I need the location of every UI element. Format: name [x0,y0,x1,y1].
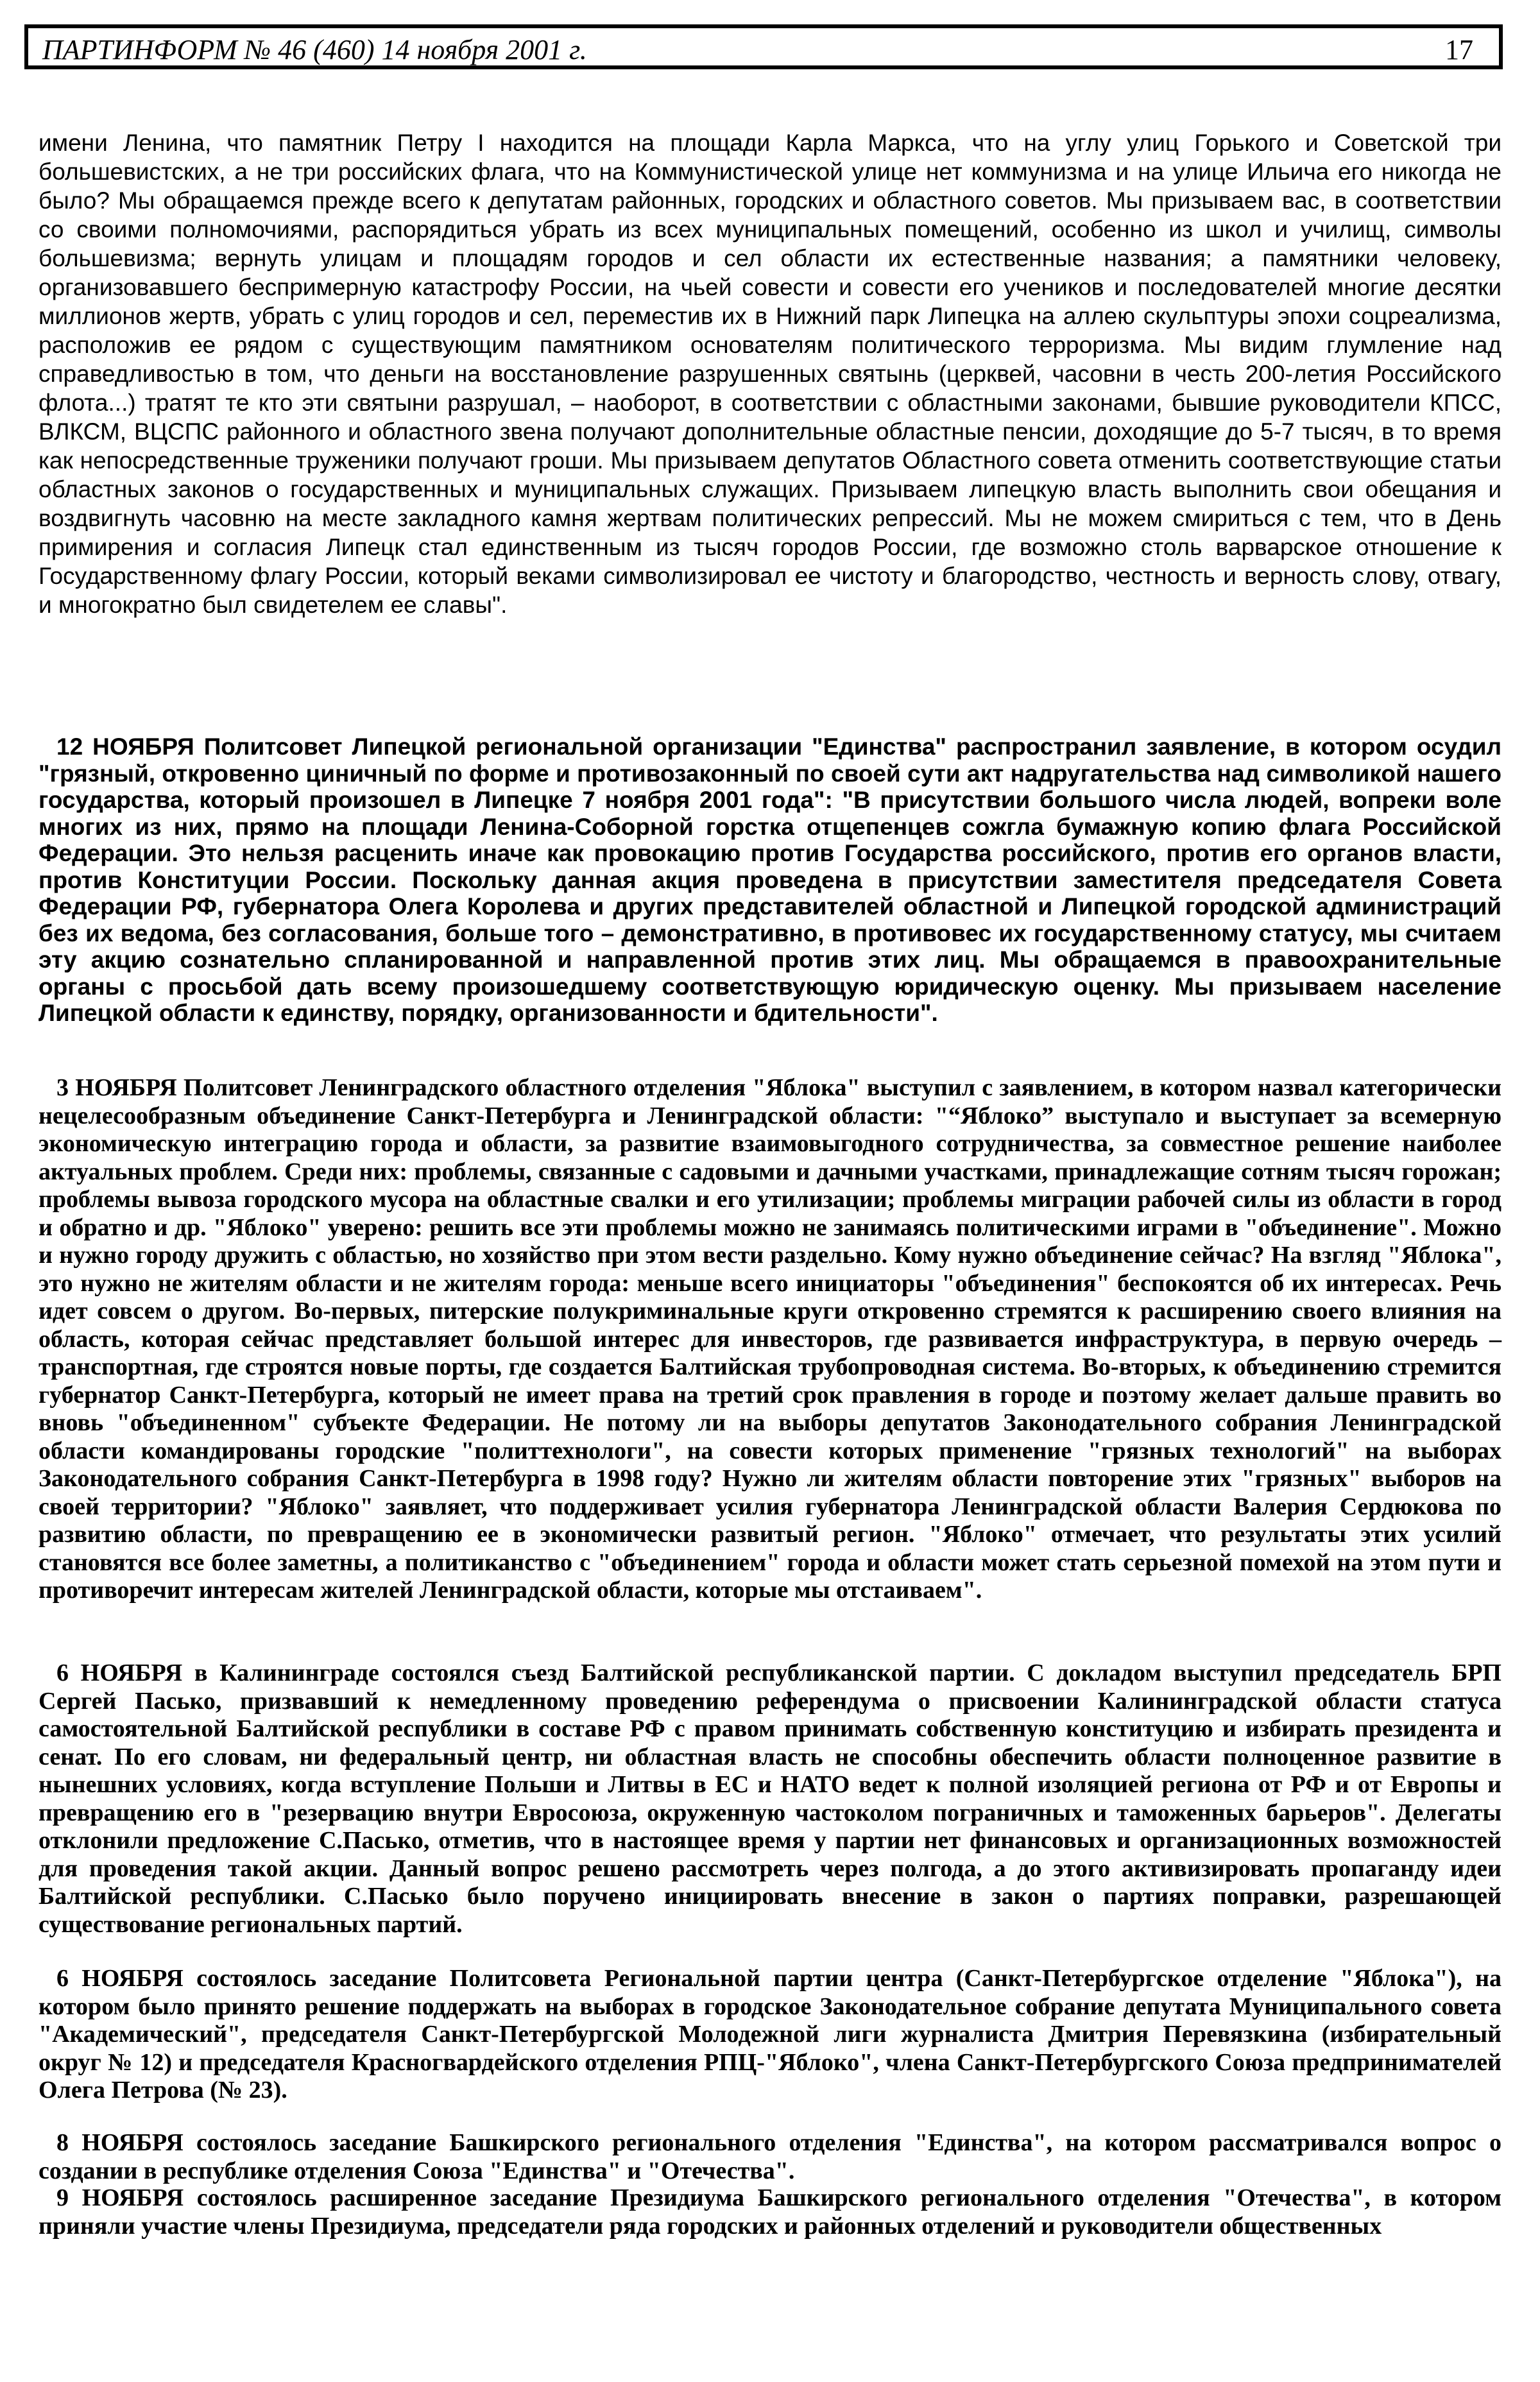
paragraph-bashkir-edinstvo: 8 НОЯБРЯ состоялось заседание Башкирского регионального отделения "Единства", на котором рассматривался вопрос о создании в республике отделения Союза "Единства" и "Отечества". [38,2129,1502,2184]
page-header [24,24,1503,69]
paragraph-lipetsk-appeal: имени Ленина, что памятник Петру I находится на площади Карла Маркса, что на углу улиц Горького и Советской три большевистских, а не три российских флага, что на Коммунистической улице нет коммунизма и на улице Ильича его никогда не было? Мы обращаемся прежде всего к депутатам районных, городских и областного советов. Мы призываем вас, в соответствии со своими полномочиями, распорядиться убрать из всех муниципальных помещений, особенно из школ и училищ, символы большевизма; вернуть улицам и площадям городов и сел области их естественные названия; а памятники человеку, организовавшего беспримерную катастрофу России, на чьей совести и совести его учеников и последователей многие десятки миллионов жертв, убрать с улиц городов и сел, переместив их в Нижний парк Липецка на аллею скульптуры эпохи соцреализма, расположив ее рядом с существующим памятником основателям политического терроризма. Мы видим глумление над справедливостью в том, что деньги на восстановление разрушенных святынь (церквей, часовни в честь 200-летия Российского флота...) тратят те кто эти святыни разрушал, – наоборот, в соответствии с областными законами, бывшие руководители КПСС, ВЛКСМ, ВЦСПС районного и областного звена получают дополнительные областные пенсии, доходящие до 5-7 тысяч, в то время как непосредственные труженики получают гроши. Мы призываем депутатов Областного совета отменить соответствующие статьи областных законов о государственных и муниципальных служащих. Призываем липецкую власть выполнить свои обещания и воздвигнуть часовню на месте закладного камня жертвам политических репрессий. Мы не можем смириться с тем, что в День примирения и согласия Липецк стал единственным из тысяч городов России, где возможно столь варварское отношение к Государственному флагу России, который веками символизировал ее чистоту и благородство, честность и верность слову, отвагу, и многократно был свидетелем ее славы". [38,130,1502,618]
paragraph-yabloko-leningrad: 3 НОЯБРЯ Политсовет Ленинградского областного отделения "Яблока" выступил с заявлением, в котором назвал категорически нецелесообразным объединение Санкт-Петербурга и Ленинградской области: "“Яблоко” выступало и выступает за всемерную экономическую интеграцию города и области, за развитие взаимовыгодного сотрудничества, за совместное решение наиболее актуальных проблем. Среди них: проблемы, связанные с садовыми и дачными участками, принадлежащие сотням тысяч горожан; проблемы вывоза городского мусора на областные свалки и его утилизации; проблемы миграции рабочей силы из области в город и обратно и др. "Яблоко" уверено: решить все эти проблемы можно не занимаясь политическими играми в "объединение". Можно и нужно городу дружить с областью, но хозяйство при этом вести раздельно. Кому нужно объединение сейчас? На взгляд "Яблока", это нужно не жителям области и не жителям города: меньше всего инициаторы "объединения" беспокоятся об их интересах. Речь идет совсем о другом. Во-первых, питерские полукриминальные круги откровенно стремятся к расширению своего влияния на область, которая сейчас представляет большой интерес для инвесторов, где развивается инфраструктура, в первую очередь – транспортная, где строятся новые порты, где создается Балтийская трубопроводная система. Во-вторых, к объединению стремится губернатор Санкт-Петербурга, который не имеет права на третий срок правления в городе и поэтому желает дальше править во вновь "объединенном" субъекте Федерации. Не потому ли на выборы депутатов Законодательного собрания Ленинградской области командированы городские "политтехнологи", на совести которых применение "грязных технологий" на выборах Законодательного собрания Санкт-Петербурга в 1998 году? Нужно ли жителям области повторение этих "грязных" выборов на своей территории? "Яблоко" заявляет, что поддерживает усилия губернатора Ленинградской области Валерия Сердюкова по развитию области, по превращению ее в экономически развитый регион. "Яблоко" отмечает, что результаты этих усилий становятся все более заметны, а политиканство с "объединением" города и области может стать серьезной помехой на этом пути и противоречит интересам жителей Ленинградской области, которые мы отстаиваем". [38,1074,1502,1604]
paragraph-rpc-spb: 6 НОЯБРЯ состоялось заседание Политсовета Региональной партии центра (Санкт-Петербургское отделение "Яблока"), на котором было принято решение поддержать на выборах в городское Законодательное собрание депутата Муниципального совета "Академический", председателя Санкт-Петербургской Молодежной лиги журналиста Дмитрия Перевязкина (избирательный округ № 12) и председателя Красногвардейского отделения РПЦ-"Яблоко", члена Санкт-Петербургского Союза предпринимателей Олега Петрова (№ 23). [38,1965,1502,2104]
paragraph-baltic-party: 6 НОЯБРЯ в Калининграде состоялся съезд Балтийской республиканской партии. С докладом выступил председатель БРП Сергей Пасько, призвавший к немедленному проведению референдума о присвоении Калининградской области статуса самостоятельной Балтийской республики в составе РФ с правом принимать собственную конституцию и избирать президента и сенат. По его словам, ни федеральный центр, ни областная власть не способны обеспечить области полноценное развитие в нынешних условиях, когда вступление Польши и Литвы в ЕС и НАТО ведет к полной изоляцией региона от РФ и от Европы и превращению его в "резервацию внутри Евросоюза, окруженную частоколом пограничных и таможенных барьеров". Делегаты отклонили предложение С.Пасько, отметив, что в настоящее время у партии нет финансовых и организационных возможностей для проведения такой акции. Данный вопрос решено рассмотреть через полгода, а до этого активизировать пропаганду идеи Балтийской республики. С.Пасько было поручено инициировать внесение в закон о партиях поправки, разрешающей существование региональных партий. [38,1659,1502,1938]
page-number: 17 [1445,34,1473,65]
publication-title: ПАРТИНФОРМ № 46 (460) 14 ноября 2001 г. [42,34,587,65]
paragraph-edinstvo-lipetsk: 12 НОЯБРЯ Политсовет Липецкой региональной организации "Единства" распространил заявление, в котором осудил "грязный, откровенно циничный по форме и противозаконный по своей сути акт надругательства над символикой нашего государства, который произошел в Липецке 7 ноября 2001 года": "В присутствии большого числа людей, вопреки воле многих из них, прямо на площади Ленина-Соборной горстка отщепенцев сожгла бумажную копию флага Российской Федерации. Это нельзя расценить иначе как провокацию против Государства российского, против его органов власти, против Конституции России. Поскольку данная акция проведена в присутствии заместителя председателя Совета Федерации РФ, губернатора Олега Королева и других представителей областной и Липецкой городской администраций без их ведома, без согласования, больше того – демонстративно, в противовес их государственному статусу, мы считаем эту акцию сознательно спланированной и направленной против этих лиц. Мы обращаемся в правоохранительные органы с просьбой дать всему произошедшему соответствующую юридическую оценку. Мы призываем население Липецкой области к единству, порядку, организованности и бдительности". [38,733,1502,1026]
paragraph-bashkir-otechestvo: 9 НОЯБРЯ состоялось расширенное заседание Президиума Башкирского регионального отделения "Отечества", в котором приняли участие члены Президиума, председатели ряда городских и районных отделений и руководители общественных [38,2184,1502,2240]
